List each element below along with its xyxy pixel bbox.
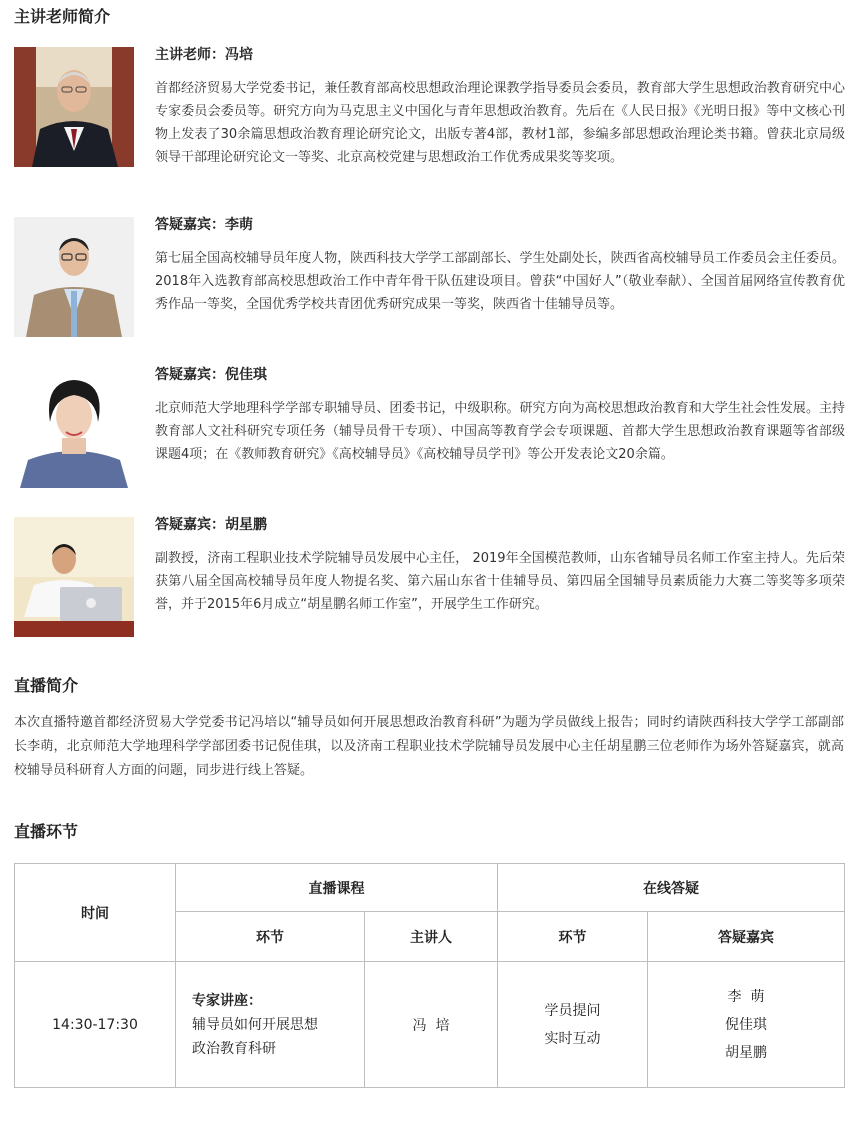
teacher-card-li-meng [14, 217, 844, 339]
teacher-name: 答疑嘉宾：胡星鹏 [155, 517, 267, 533]
teacher-name: 答疑嘉宾：倪佳琪 [155, 367, 267, 383]
lecture-title: 专家讲座： [192, 992, 262, 1009]
cell-guests [648, 962, 845, 1088]
header-group-course: 直播课程 [176, 864, 498, 912]
header-time: 时间 [15, 864, 176, 962]
section-title-teachers: 主讲老师简介 [14, 7, 111, 26]
teacher-bio: 首都经济贸易大学党委书记，兼任教育部高校思想政治理论课教学指导委员会委员，教育部大学生思想政治教育研究中心专家委员会委员等。研究方向为马克思主义中国化与青年思想政治教育。先后在《人民日报》《光明日报》等中文核心刊物上发表了30余篇思想政治教育理论研究论文，出版专著4部，教材1部，参编多部思想政治理论类书籍。曾获北京局级领导干部理论研究论文一等奖、北京高校党建与思想政治工作优秀成果奖等奖项。 [155, 81, 845, 165]
teacher-bio: 副教授，济南工程职业技术学院辅导员发展中心主任， 2019年全国模范教师，山东省辅导员名师工作室主持人。先后荣获第八届全国高校辅导员年度人物提名奖、第六届山东省十佳辅导员、第四届全国辅导员素质能力大赛二等奖等多项荣誉，并于2015年6月成立“胡星鹏名师工作室”，开展学生工作研究。 [155, 551, 845, 612]
schedule-table [14, 863, 845, 1088]
teacher-photo [14, 517, 134, 637]
broadcast-intro-text: 本次直播特邀首都经济贸易大学党委书记冯培以“辅导员如何开展思想政治教育科研”为题为学员做线上报告；同时约请陕西科技大学学工部副部长李萌，北京师范大学地理科学学部团委书记倪佳琪，以及济南工程职业技术学院辅导员发展中心主任胡星鹏三位老师作为场外答疑嘉宾，就高校辅导员科研育人方面的问题，同步进行线上答疑。 [14, 715, 844, 778]
guest-name: 李 萌 [727, 988, 765, 1005]
teacher-name: 主讲老师：冯培 [155, 47, 253, 63]
header-guests: 答疑嘉宾 [648, 912, 845, 962]
teacher-card-ni-jiaqi [14, 367, 844, 489]
teacher-bio: 第七届全国高校辅导员年度人物，陕西科技大学学工部副部长、学生处副处长，陕西省高校辅导员工作委员会主任委员。2018年入选教育部高校思想政治工作中青年骨干队伍建设项目。曾获“中国好人”（敬业奉献）、全国首届网络宣传教育优秀作品一等奖，全国优秀学校共青团优秀研究成果一等奖，陕西省十佳辅导员等。 [155, 251, 845, 312]
teacher-photo [14, 368, 134, 488]
lecture-line-2: 政治教育科研 [192, 1040, 276, 1057]
cell-time: 14:30-17:30 [15, 962, 176, 1088]
section-title-intro: 直播简介 [14, 676, 79, 695]
header-qa-segment: 环节 [498, 912, 648, 962]
header-group-qa: 在线答疑 [498, 864, 845, 912]
teacher-card-hu-xingpeng [14, 517, 844, 639]
teacher-photo [14, 217, 134, 337]
lecture-line-1: 辅导员如何开展思想 [192, 1016, 318, 1033]
cell-qa-segment [498, 962, 648, 1088]
table-row [15, 962, 845, 1088]
cell-lecture [176, 962, 365, 1088]
teacher-name: 答疑嘉宾：李萌 [155, 217, 253, 233]
guest-name: 倪佳琪 [725, 1016, 767, 1033]
header-speaker: 主讲人 [365, 912, 498, 962]
guest-name: 胡星鹏 [725, 1044, 767, 1061]
teacher-card-feng-pei [14, 47, 844, 169]
cell-speaker: 冯 培 [365, 962, 498, 1088]
section-title-schedule: 直播环节 [14, 822, 79, 841]
teacher-bio: 北京师范大学地理科学学部专职辅导员、团委书记，中级职称。研究方向为高校思想政治教育和大学生社会性发展。主持教育部人文社科研究专项任务（辅导员骨干专项）、中国高等教育学会专项课题、首都大学生思想政治教育课题等省部级课题4项；在《教师教育研究》《高校辅导员》《高校辅导员学刊》等公开发表论文20余篇。 [155, 401, 845, 462]
qa-line-2: 实时互动 [544, 1030, 601, 1047]
teacher-photo [14, 47, 134, 167]
qa-line-1: 学员提问 [544, 1002, 601, 1019]
header-segment: 环节 [176, 912, 365, 962]
